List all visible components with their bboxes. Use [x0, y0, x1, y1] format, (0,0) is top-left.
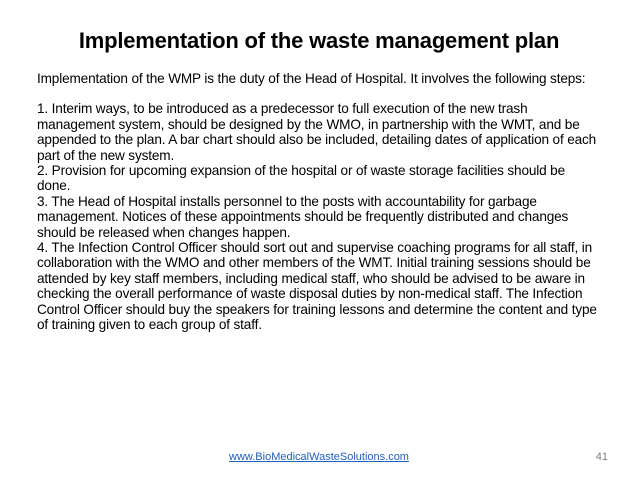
- step-3: 3. The Head of Hospital installs personnel to the posts with accountability for garbage management. Notices of these appointments should be frequently distributed and changes should be released when changes happen.: [37, 193, 569, 240]
- intro-paragraph: Implementation of the WMP is the duty of the Head of Hospital. It involves the following steps:: [37, 71, 586, 86]
- slide-body: [37, 71, 597, 333]
- step-4: 4. The Infection Control Officer should sort out and supervise coaching programs for all staff, in collaboration with the WMO and other members of the WMT. Initial training sessions should be attended by key staff members, including medical staff, who should be advised to be aware in checking the overall performance of waste disposal duties by non-medical staff. The Infection Control Officer should buy the speakers for training lessons and determine the content and type of training given to each group of staff.: [37, 240, 597, 333]
- step-2: 2. Provision for upcoming expansion of the hospital or of waste storage facilities should be done.: [37, 163, 565, 194]
- page-number: 41: [595, 451, 608, 463]
- slide-title: Implementation of the waste management plan: [78, 28, 560, 53]
- step-1: 1. Interim ways, to be introduced as a predecessor to full execution of the new trash management system, should be designed by the WMO, in partnership with the WMT, and be appended to the plan. A bar chart should also be included, detailing dates of application of each part of the new system.: [37, 101, 597, 163]
- footer-website-link[interactable]: www.BioMedicalWasteSolutions.com: [229, 451, 409, 463]
